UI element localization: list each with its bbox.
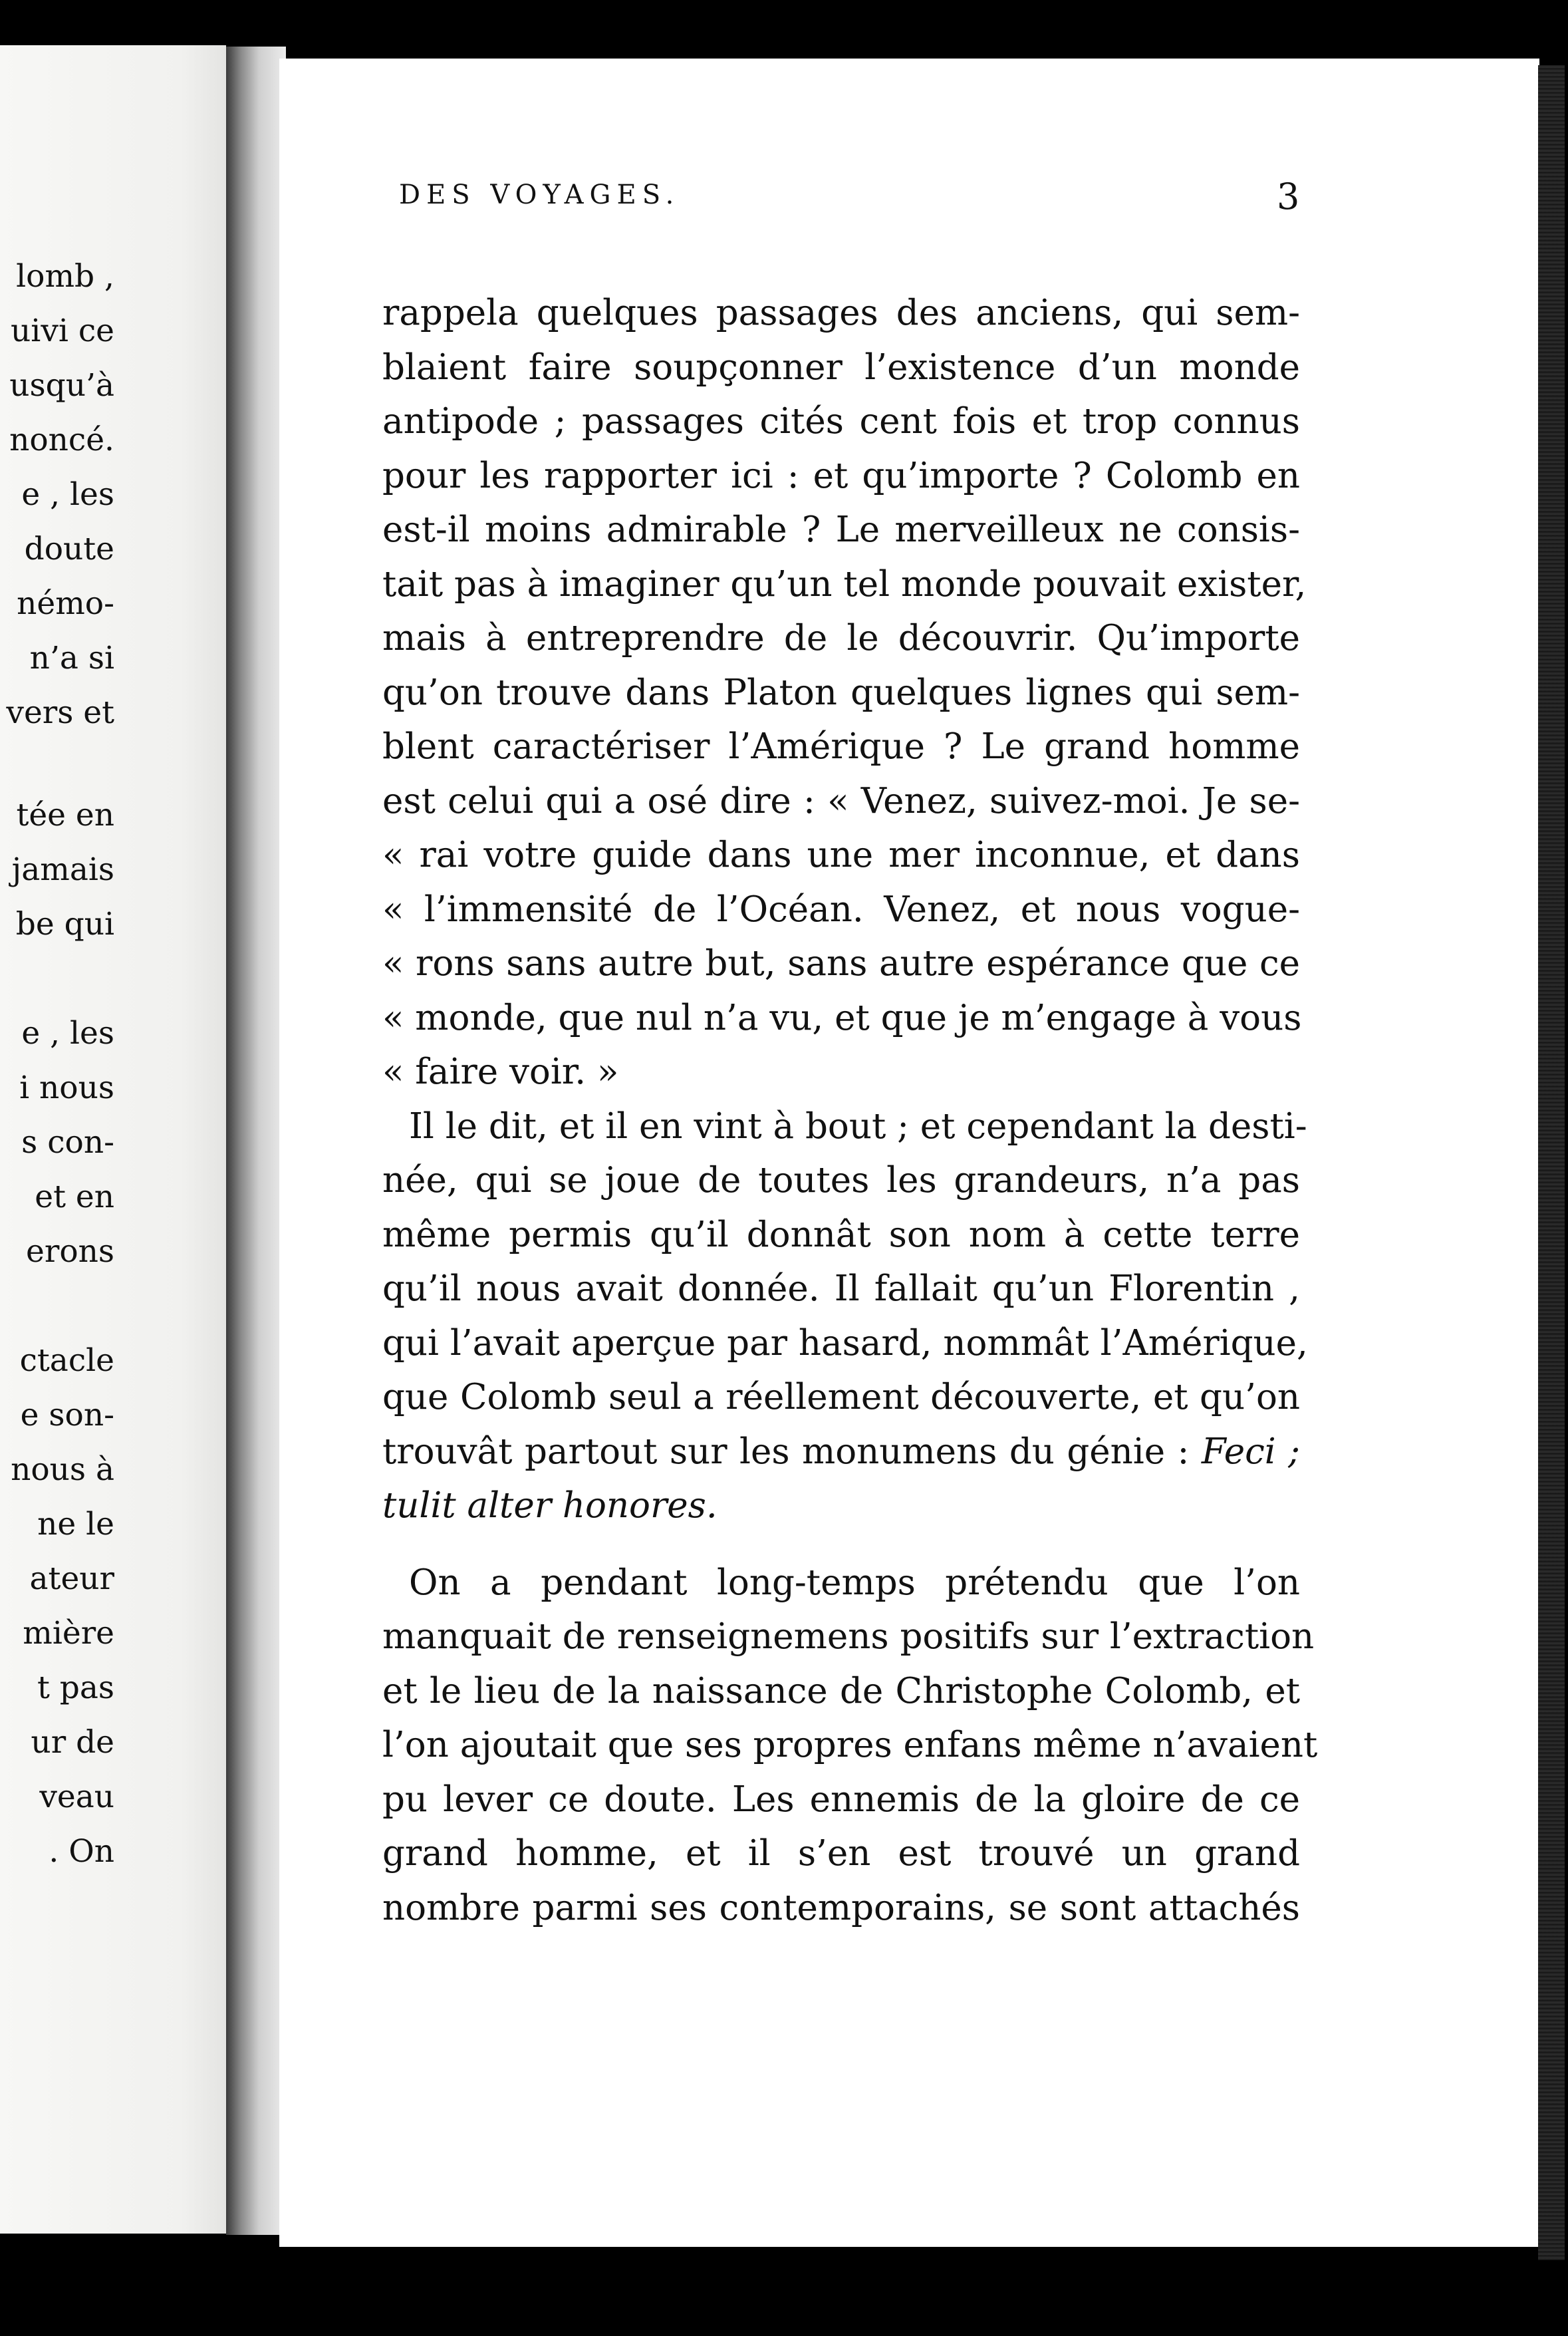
text-line: qu’on trouve dans Platon quelques lignes qui sem- bbox=[382, 672, 1300, 713]
left-line: tée en bbox=[16, 797, 114, 833]
left-line: ne le bbox=[37, 1506, 114, 1542]
text-line: On a pendant long-temps prétendu que l’on bbox=[409, 1562, 1300, 1603]
text-line: qui l’avait aperçue par hasard, nommât l’Amérique, bbox=[382, 1322, 1308, 1364]
text-line: même permis qu’il donnât son nom à cette terre bbox=[382, 1214, 1300, 1255]
left-line: ctacle bbox=[19, 1342, 114, 1379]
text-line: « rons sans autre but, sans autre espérance que ce bbox=[382, 943, 1300, 984]
page-number: 3 bbox=[1277, 176, 1300, 218]
left-line: lomb , bbox=[16, 258, 114, 295]
text-line-roman: trouvât partout sur les monumens du génie : bbox=[382, 1431, 1202, 1472]
text-line: « l’immensité de l’Océan. Venez, et nous vogue- bbox=[382, 889, 1300, 930]
left-line: doute bbox=[24, 531, 114, 567]
page-fore-edge bbox=[1538, 65, 1565, 2260]
left-line: ur de bbox=[31, 1724, 114, 1761]
running-head: DES VOYAGES. bbox=[399, 180, 680, 210]
left-line: noncé. bbox=[9, 422, 114, 458]
text-line: « monde, que nul n’a vu, et que je m’engage à vous bbox=[382, 997, 1302, 1038]
text-line: antipode ; passages cités cent fois et trop connus bbox=[382, 401, 1300, 442]
text-line: grand homme, et il s’en est trouvé un grand bbox=[382, 1833, 1300, 1874]
text-line: est-il moins admirable ? Le merveilleux ne consis- bbox=[382, 510, 1300, 550]
text-line: l’on ajoutait que ses propres enfans même n’avaient bbox=[382, 1725, 1318, 1765]
left-line: mière bbox=[23, 1615, 114, 1652]
text-line: Il le dit, et il en vint à bout ; et cependant la desti- bbox=[409, 1105, 1307, 1147]
left-line: erons bbox=[26, 1233, 114, 1270]
paragraph-gap bbox=[382, 1533, 1300, 1556]
paragraph-1 bbox=[382, 286, 1307, 1099]
text-line: manquait de renseignemens positifs sur l’extraction bbox=[382, 1616, 1315, 1657]
text-line: et le lieu de la naissance de Christophe Colomb, et bbox=[382, 1670, 1300, 1711]
paragraph-3 bbox=[382, 1556, 1318, 1936]
text-line: tait pas à imaginer qu’un tel monde pouvait exister, bbox=[382, 563, 1307, 605]
left-line: vers et bbox=[6, 694, 114, 731]
text-line: que Colomb seul a réellement découverte, et qu’on bbox=[382, 1377, 1300, 1417]
text-line: « faire voir. » bbox=[382, 1052, 619, 1092]
text-line bbox=[382, 1479, 1300, 1533]
left-facing-page bbox=[0, 45, 226, 2234]
text-line: pu lever ce doute. Les ennemis de la gloire de ce bbox=[382, 1779, 1300, 1820]
left-line: e , les bbox=[21, 1015, 114, 1052]
left-line: et en bbox=[35, 1179, 114, 1215]
left-line: . On bbox=[49, 1833, 114, 1870]
left-line: veau bbox=[39, 1779, 114, 1815]
left-line: e son- bbox=[20, 1397, 114, 1433]
text-line: qu’il nous avait donnée. Il fallait qu’un Florentin , bbox=[382, 1268, 1300, 1309]
left-line: t pas bbox=[37, 1670, 114, 1706]
text-line: est celui qui a osé dire : « Venez, suivez-moi. Je se- bbox=[382, 780, 1300, 821]
text-line: mais à entreprendre de le découvrir. Qu’importe bbox=[382, 618, 1300, 658]
left-line: s con- bbox=[21, 1124, 114, 1161]
left-line: némo- bbox=[17, 585, 114, 622]
left-line: be qui bbox=[15, 906, 114, 943]
latin-quote: tulit alter honores. bbox=[382, 1485, 718, 1526]
left-line: n’a si bbox=[29, 640, 114, 676]
text-line: blaient faire soupçonner l’existence d’un monde bbox=[382, 347, 1300, 388]
left-line: i nous bbox=[19, 1070, 114, 1106]
text-line: blent caractériser l’Amérique ? Le grand homme bbox=[382, 726, 1300, 767]
text-line: rappela quelques passages des anciens, qui sem- bbox=[382, 293, 1300, 333]
text-line bbox=[382, 1425, 1300, 1479]
page-body bbox=[382, 286, 1318, 1935]
left-line: uivi ce bbox=[11, 313, 114, 349]
left-line: jamais bbox=[11, 851, 114, 888]
left-line: ateur bbox=[29, 1560, 114, 1597]
left-line: e , les bbox=[21, 476, 114, 513]
left-line: usqu’à bbox=[9, 367, 114, 404]
book-gutter-shadow bbox=[226, 47, 286, 2235]
paragraph-2 bbox=[382, 1099, 1308, 1533]
text-line: pour les rapporter ici : et qu’importe ? Colomb en bbox=[382, 455, 1300, 496]
left-line: nous à bbox=[11, 1451, 114, 1488]
text-line: « rai votre guide dans une mer inconnue, et dans bbox=[382, 835, 1300, 875]
text-line: nombre parmi ses contemporains, se sont attachés bbox=[382, 1887, 1300, 1928]
latin-quote: Feci ; bbox=[1201, 1431, 1301, 1472]
text-line: née, qui se joue de toutes les grandeurs, n’a pas bbox=[382, 1160, 1300, 1201]
